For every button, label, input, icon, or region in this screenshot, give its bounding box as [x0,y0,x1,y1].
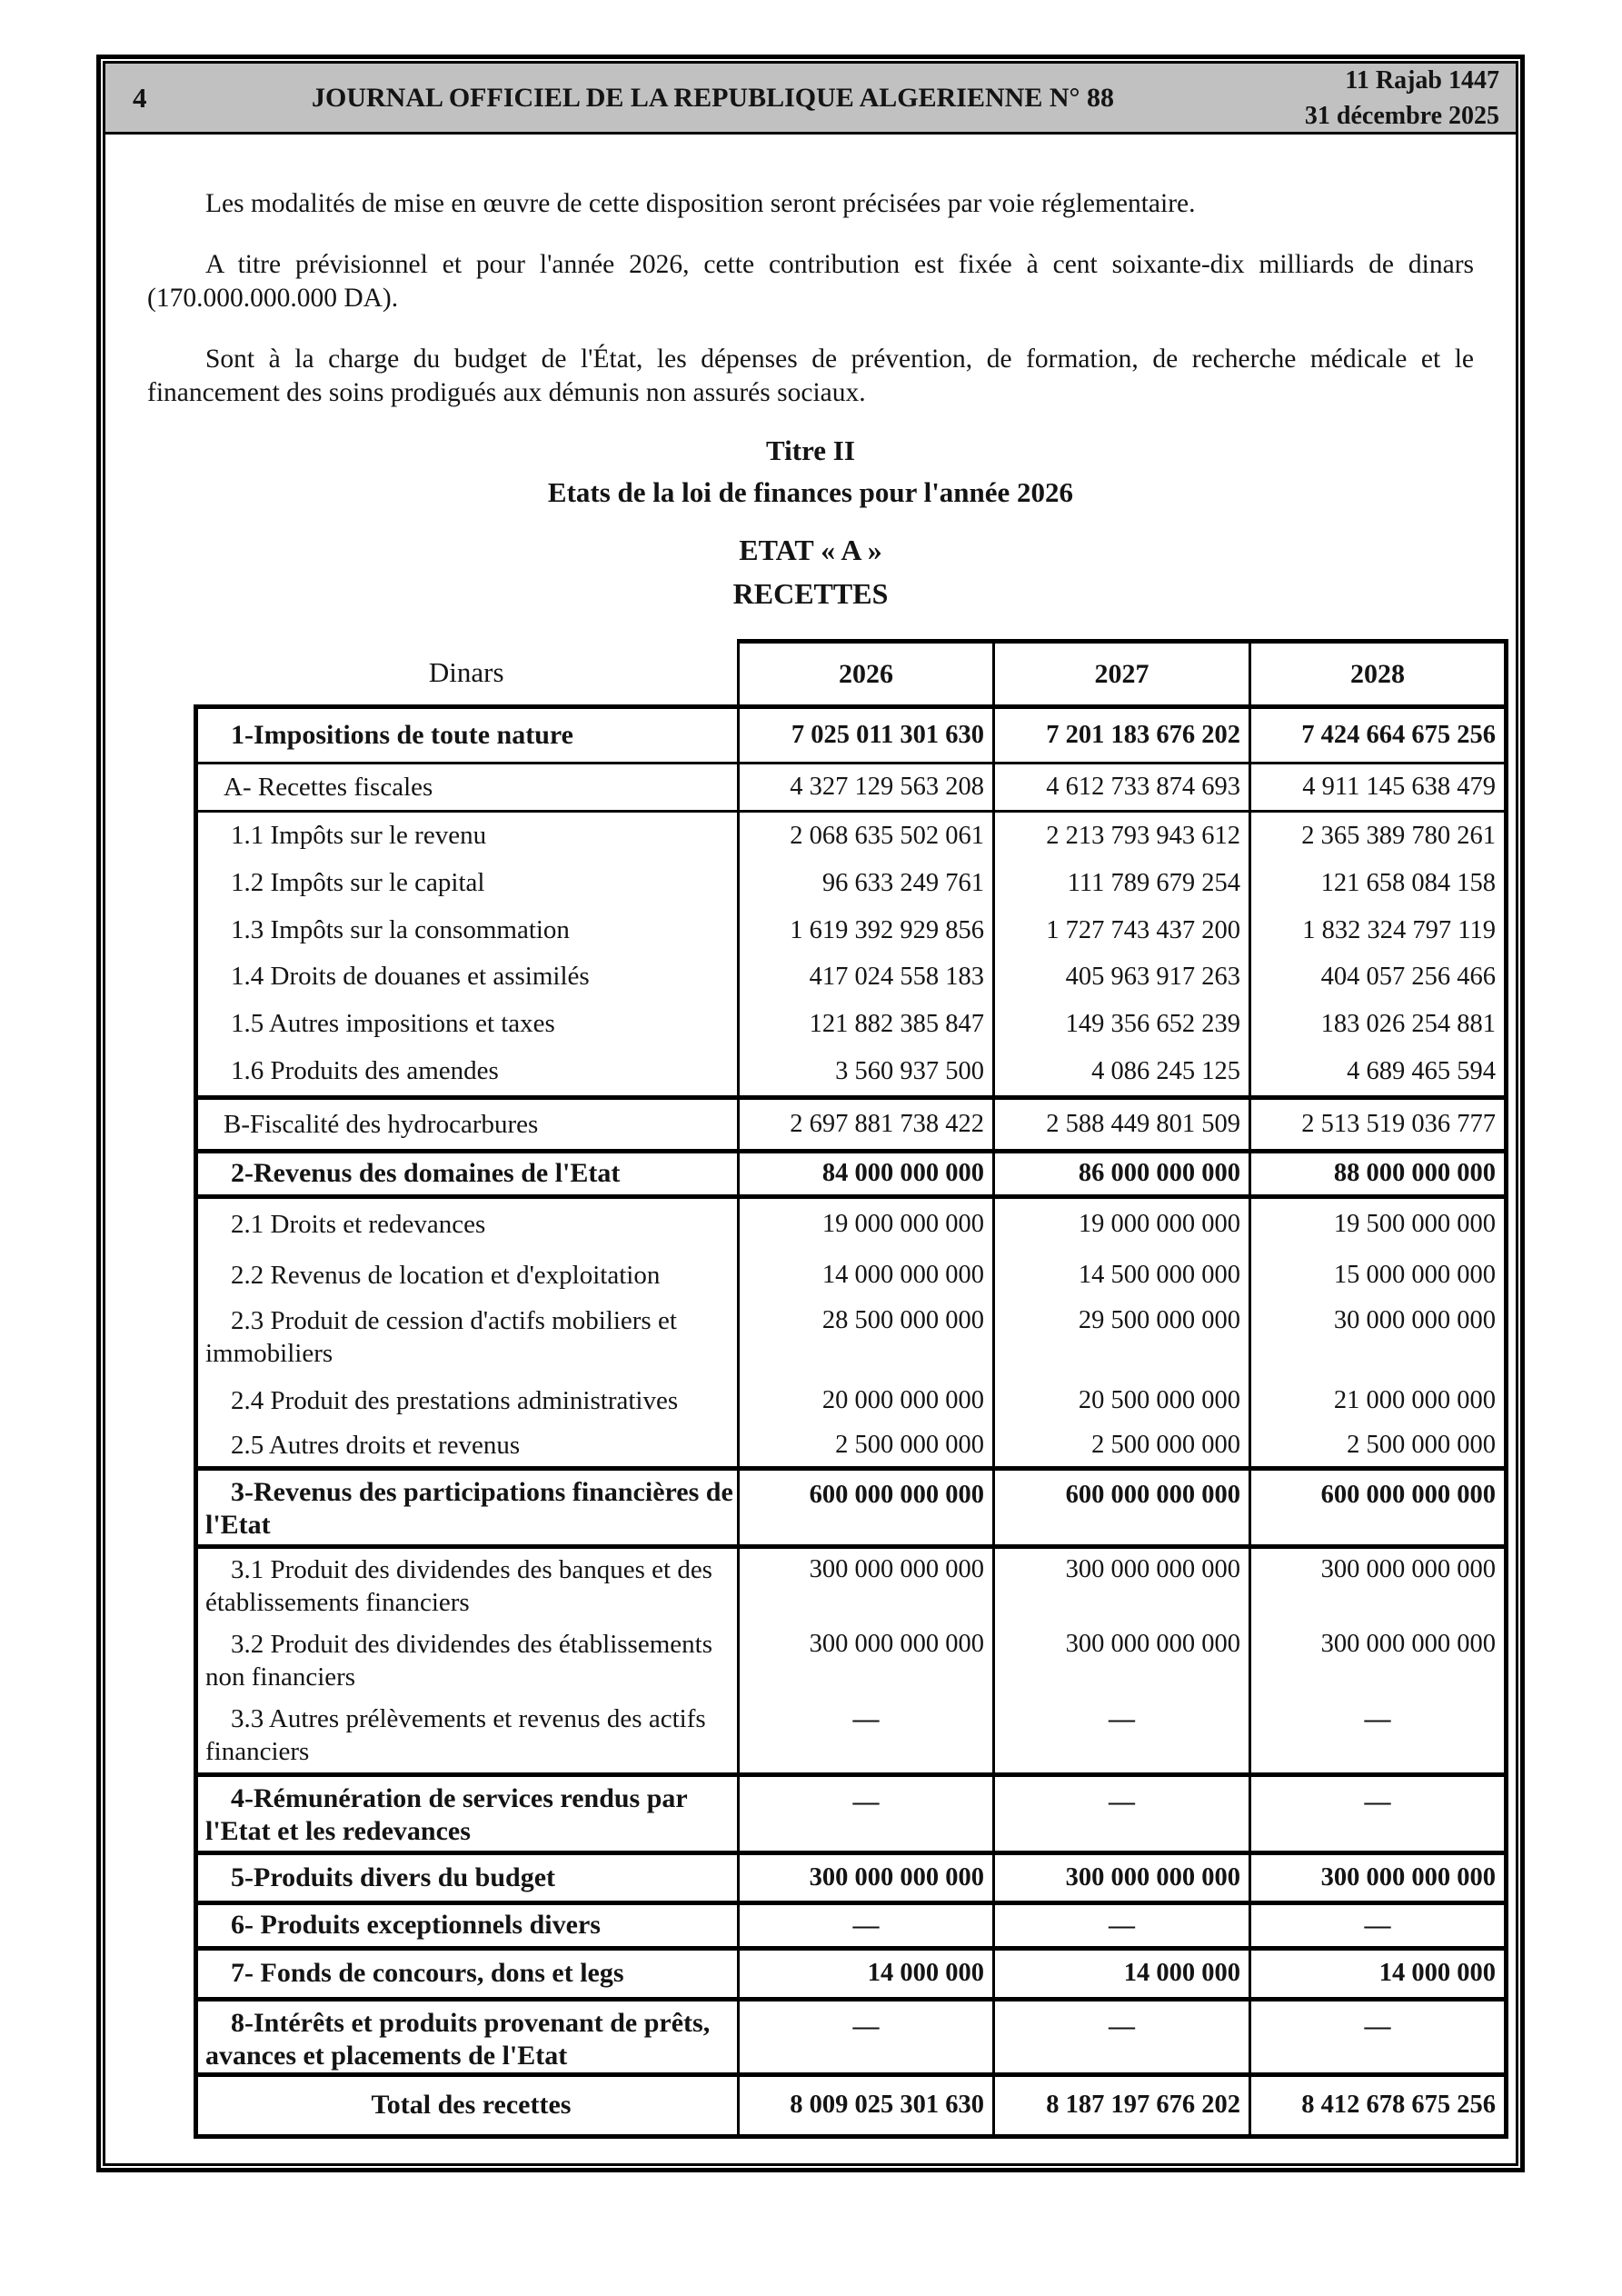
group-values-2027 [994,812,1250,1098]
date-hijri: 11 Rajab 1447 [1345,65,1499,95]
row-value-2027: — [994,1774,1250,1852]
row-label: 7- Fonds de concours, dons et legs [196,1948,739,1999]
total-value-2027: 8 187 197 676 202 [994,2074,1250,2136]
row-label: 5-Produits divers du budget [196,1852,739,1902]
row-value-2027: 86 000 000 000 [994,1151,1250,1196]
row-value-dash: — [852,1703,880,1733]
table-row-remuneration-services [196,1774,1507,1852]
title-etat-a: ETAT « A » [739,534,882,566]
row-value: 121 658 084 158 [1320,868,1496,897]
total-value-2026: 8 009 025 301 630 [739,2074,994,2136]
date-gregorian: 31 décembre 2025 [1304,101,1499,130]
row-value-2026: 2 697 881 738 422 [739,1097,994,1151]
table-row-fonds-concours [196,1948,1507,1999]
year-header-2027: 2027 [994,642,1250,707]
table-row-total [196,2074,1507,2136]
table-row-recettes-fiscales [196,764,1507,812]
row-value: 96 633 249 761 [821,868,984,897]
row-label: 2.1 Droits et redevances [231,1209,486,1239]
group-values-2027 [994,1546,1250,1774]
row-value: 15 000 000 000 [1333,1260,1496,1289]
row-value: 2 068 635 502 061 [790,822,984,850]
row-label: 3.2 Produit des dividendes des établissements non financiers [205,1629,712,1692]
row-label: 1.3 Impôts sur la consommation [231,914,570,944]
total-value-2028: 8 412 678 675 256 [1250,2074,1507,2136]
row-value: 19 500 000 000 [1333,1209,1496,1238]
row-label: B-Fiscalité des hydrocarbures [196,1097,739,1151]
title-titre-ii: Titre II [766,434,855,466]
row-value-2026: 7 025 011 301 630 [739,707,994,764]
year-header-2026: 2026 [739,642,994,707]
page-number: 4 [133,81,147,114]
row-value: 4 086 245 125 [1091,1057,1240,1086]
intro-paragraph-1: Les modalités de mise en œuvre de cette disposition seront précisées par voie réglementaire. [205,189,1196,218]
masthead-dates [1202,63,1516,134]
row-value: 20 500 000 000 [1078,1385,1240,1414]
masthead [105,64,1516,135]
row-value-2027: 2 588 449 801 509 [994,1097,1250,1151]
row-value: 405 963 917 263 [1065,963,1240,992]
table-group-participations [196,1546,1507,1774]
row-value: 4 689 465 594 [1347,1057,1496,1086]
row-value-2027: 7 201 183 676 202 [994,707,1250,764]
table-group-domaines [196,1196,1507,1468]
row-value-2028: — [1250,1774,1507,1852]
group-values-2026 [739,1196,994,1468]
row-value: 19 000 000 000 [1078,1209,1240,1238]
row-label: 1-Impositions de toute nature [196,707,739,764]
table-row-revenus-domaines [196,1151,1507,1196]
row-value: 2 213 793 943 612 [1046,822,1240,850]
row-value-2027: — [994,1902,1250,1948]
row-value-2026: 84 000 000 000 [739,1151,994,1196]
row-value-2027: 300 000 000 000 [994,1852,1250,1902]
row-value: 29 500 000 000 [1078,1305,1240,1334]
page-content [105,187,1516,2139]
table-header-row [196,642,1507,707]
row-label: 2.5 Autres droits et revenus [231,1430,521,1460]
table-row-participations-financieres [196,1468,1507,1546]
row-value-2026: — [739,1999,994,2074]
row-label: 3-Revenus des participations financières de l'Etat [196,1468,739,1546]
row-value: 300 000 000 000 [809,1554,984,1583]
intro-paragraph-3: Sont à la charge du budget de l'État, les dépenses de prévention, de formation, de recherche médicale et le financement des soins prodigués aux démunis non assurés sociaux. [147,344,1474,407]
row-label: 1.2 Impôts sur le capital [231,867,485,897]
row-value: 111 789 679 254 [1067,868,1240,897]
journal-title: JOURNAL OFFICIEL DE LA REPUBLIQUE ALGERIENNE N° 88 [312,82,1114,113]
row-value-2027: 14 000 000 [994,1948,1250,1999]
row-value-2026: 600 000 000 000 [739,1468,994,1546]
row-label: A- Recettes fiscales [196,764,739,812]
row-value: 14 500 000 000 [1078,1260,1240,1289]
total-label: Total des recettes [196,2074,739,2136]
row-value: 300 000 000 000 [809,1629,984,1658]
table-row-interets-prets [196,1999,1507,2074]
row-value: 300 000 000 000 [1065,1554,1240,1583]
row-label: 3.1 Produit des dividendes des banques et des établissements financiers [205,1554,712,1617]
row-value-2028: 2 513 519 036 777 [1250,1097,1507,1151]
row-label: 1.5 Autres impositions et taxes [231,1009,555,1039]
row-value: 417 024 558 183 [809,963,984,992]
row-label: 6- Produits exceptionnels divers [196,1902,739,1948]
row-value: 404 057 256 466 [1320,963,1496,992]
row-value-2027: — [994,1999,1250,2074]
row-label: 2.3 Produit de cession d'actifs mobiliers et immobiliers [205,1305,677,1368]
table-row-fiscalite-hydrocarbures [196,1097,1507,1151]
table-row-produits-divers [196,1852,1507,1902]
row-value: 300 000 000 000 [1320,1629,1496,1658]
row-value: 1 832 324 797 119 [1302,915,1496,944]
row-value: 19 000 000 000 [821,1209,984,1238]
row-value-2026: 4 327 129 563 208 [739,764,994,812]
row-value-2028: — [1250,1902,1507,1948]
row-value: 14 000 000 000 [821,1260,984,1289]
row-value-dash: — [1364,1703,1391,1733]
row-value-2026: — [739,1774,994,1852]
row-label: 4-Rémunération de services rendus par l'Etat et les redevances [196,1774,739,1852]
year-header-2028: 2028 [1250,642,1507,707]
group-values-2026 [739,812,994,1098]
row-value: 3 560 937 500 [835,1057,984,1086]
row-value-2028: — [1250,1999,1507,2074]
row-value: 183 026 254 881 [1320,1010,1496,1039]
group-labels [196,1546,739,1774]
row-value-dash: — [1109,1703,1135,1733]
table-row-produits-exceptionnels [196,1902,1507,1948]
row-value-2028: 300 000 000 000 [1250,1852,1507,1902]
title-recettes: RECETTES [732,577,889,610]
row-value-2028: 600 000 000 000 [1250,1468,1507,1546]
intro-paragraph-2: A titre prévisionnel et pour l'année 2026, cette contribution est fixée à cent soixante-dix milliards de dinars (170.000.000.000 DA). [147,250,1474,313]
group-labels [196,1196,739,1468]
row-value: 300 000 000 000 [1320,1554,1496,1583]
group-values-2028 [1250,1196,1507,1468]
row-value: 2 500 000 000 [835,1430,984,1459]
row-value: 121 882 385 847 [809,1010,984,1039]
group-labels [196,812,739,1098]
row-value-2028: 88 000 000 000 [1250,1151,1507,1196]
page-inner-frame [103,61,1518,2166]
row-value: 30 000 000 000 [1333,1305,1496,1334]
row-label: 3.3 Autres prélèvements et revenus des actifs financiers [205,1703,706,1766]
row-value-2028: 7 424 664 675 256 [1250,707,1507,764]
row-value: 28 500 000 000 [821,1305,984,1334]
unit-header-cell: Dinars [196,642,739,707]
row-value: 2 500 000 000 [1347,1430,1496,1459]
row-value-2027: 4 612 733 874 693 [994,764,1250,812]
group-values-2028 [1250,812,1507,1098]
row-value-2026: 14 000 000 [739,1948,994,1999]
table-group-impots [196,812,1507,1098]
row-value-2028: 4 911 145 638 479 [1250,764,1507,812]
row-value-2026: 300 000 000 000 [739,1852,994,1902]
row-label: 2.4 Produit des prestations administratives [231,1385,679,1415]
row-label: 2-Revenus des domaines de l'Etat [196,1151,739,1196]
row-value: 1 727 743 437 200 [1046,915,1240,944]
row-label: 1.4 Droits de douanes et assimilés [231,962,590,992]
group-values-2026 [739,1546,994,1774]
row-value: 1 619 392 929 856 [790,915,984,944]
group-values-2027 [994,1196,1250,1468]
row-label: 1.6 Produits des amendes [231,1056,499,1086]
row-label: 1.1 Impôts sur le revenu [231,821,487,850]
group-values-2028 [1250,1546,1507,1774]
row-value: 300 000 000 000 [1065,1629,1240,1658]
row-value: 149 356 652 239 [1065,1010,1240,1039]
table-row-impositions [196,707,1507,764]
row-value: 20 000 000 000 [821,1385,984,1414]
row-value: 2 365 389 780 261 [1301,822,1496,850]
row-value: 2 500 000 000 [1091,1430,1240,1459]
row-value-2027: 600 000 000 000 [994,1468,1250,1546]
row-value-2026: — [739,1902,994,1948]
row-value-2028: 14 000 000 [1250,1948,1507,1999]
row-label: 8-Intérêts et produits provenant de prêts, avances et placements de l'Etat [196,1999,739,2074]
page-frame [96,55,1525,2172]
row-value: 21 000 000 000 [1333,1385,1496,1414]
revenue-table [194,639,1508,2139]
row-label: 2.2 Revenus de location et d'exploitation [231,1260,661,1290]
title-etats-loi: Etats de la loi de finances pour l'année 2026 [547,476,1074,508]
